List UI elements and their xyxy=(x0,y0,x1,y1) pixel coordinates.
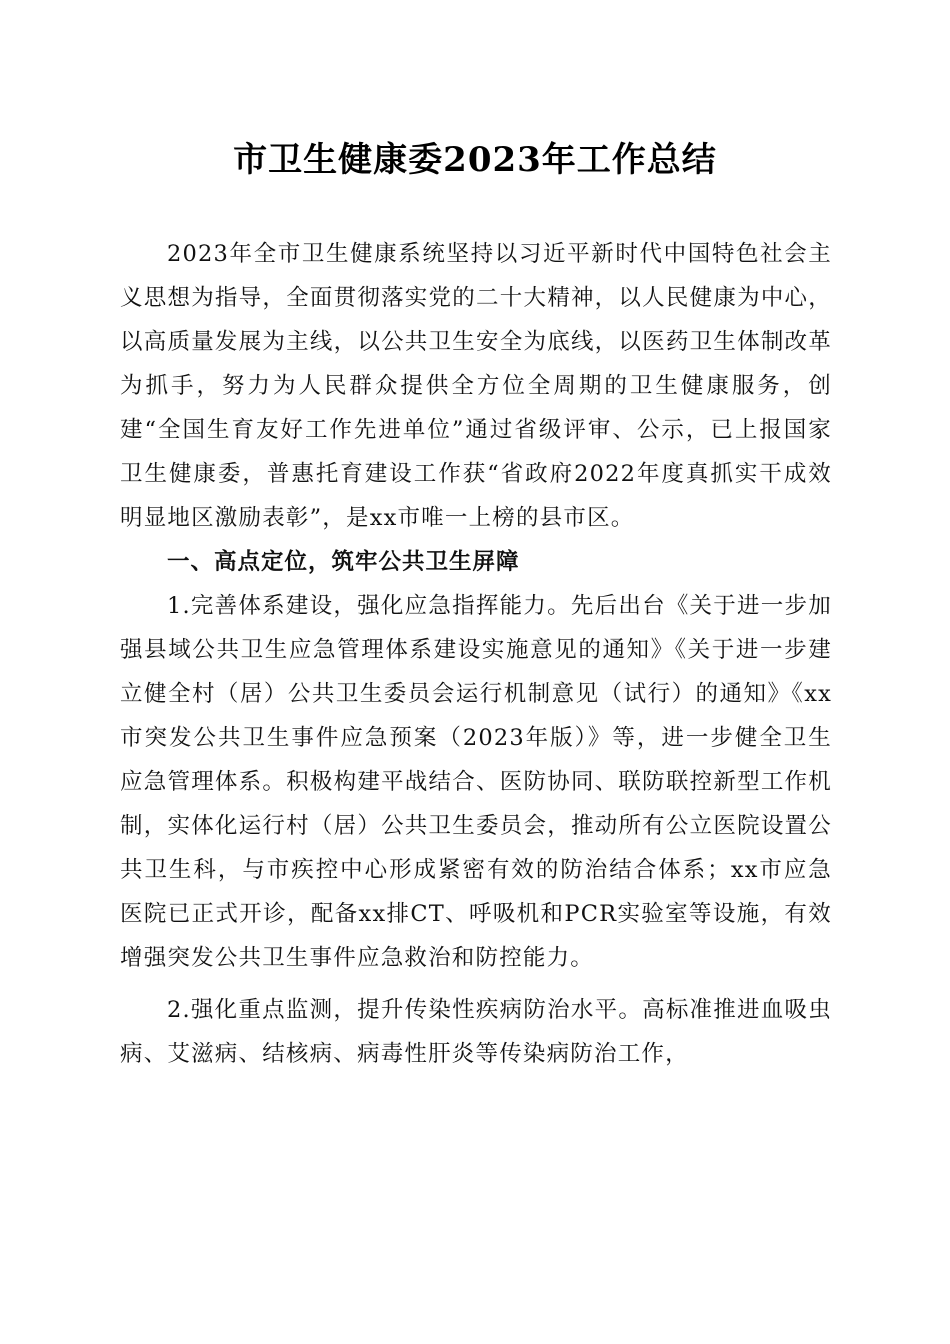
document-title: 市卫生健康委2023年工作总结 xyxy=(233,140,717,180)
section-1-item-2: 2.强化重点监测，提升传染性疾病防治水平。高标准推进血吸虫病、艾滋病、结核病、病毒性肝炎等传染病防治工作， xyxy=(120,997,832,1067)
intro-paragraph: 2023年全市卫生健康系统坚持以习近平新时代中国特色社会主义思想为指导，全面贯彻落实党的二十大精神，以人民健康为中心，以高质量发展为主线，以公共卫生安全为底线，以医药卫生体制改革为抓手，努力为人民群众提供全方位全周期的卫生健康服务，创建“全国生育友好工作先进单位”通过省级评审、公示，已上报国家卫生健康委，普惠托育建设工作获“省政府2022年度真抓实干成效明显地区激励表彰”，是xx市唯一上榜的县市区。 xyxy=(120,241,832,531)
document-body xyxy=(120,232,832,1076)
section-1-item-1: 1.完善体系建设，强化应急指挥能力。先后出台《关于进一步加强县域公共卫生应急管理体系建设实施意见的通知》《关于进一步建立健全村（居）公共卫生委员会运行机制意见（试行）的通知》《xx市突发公共卫生事件应急预案（2023年版）》等，进一步健全卫生应急管理体系。积极构建平战结合、医防协同、联防联控新型工作机制，实体化运行村（居）公共卫生委员会，推动所有公立医院设置公共卫生科，与市疾控中心形成紧密有效的防治结合体系；xx市应急医院已正式开诊，配备xx排CT、呼吸机和PCR实验室等设施，有效增强突发公共卫生事件应急救治和防控能力。 xyxy=(120,593,832,971)
section-1-heading: 一、高点定位，筑牢公共卫生屏障 xyxy=(167,549,520,575)
